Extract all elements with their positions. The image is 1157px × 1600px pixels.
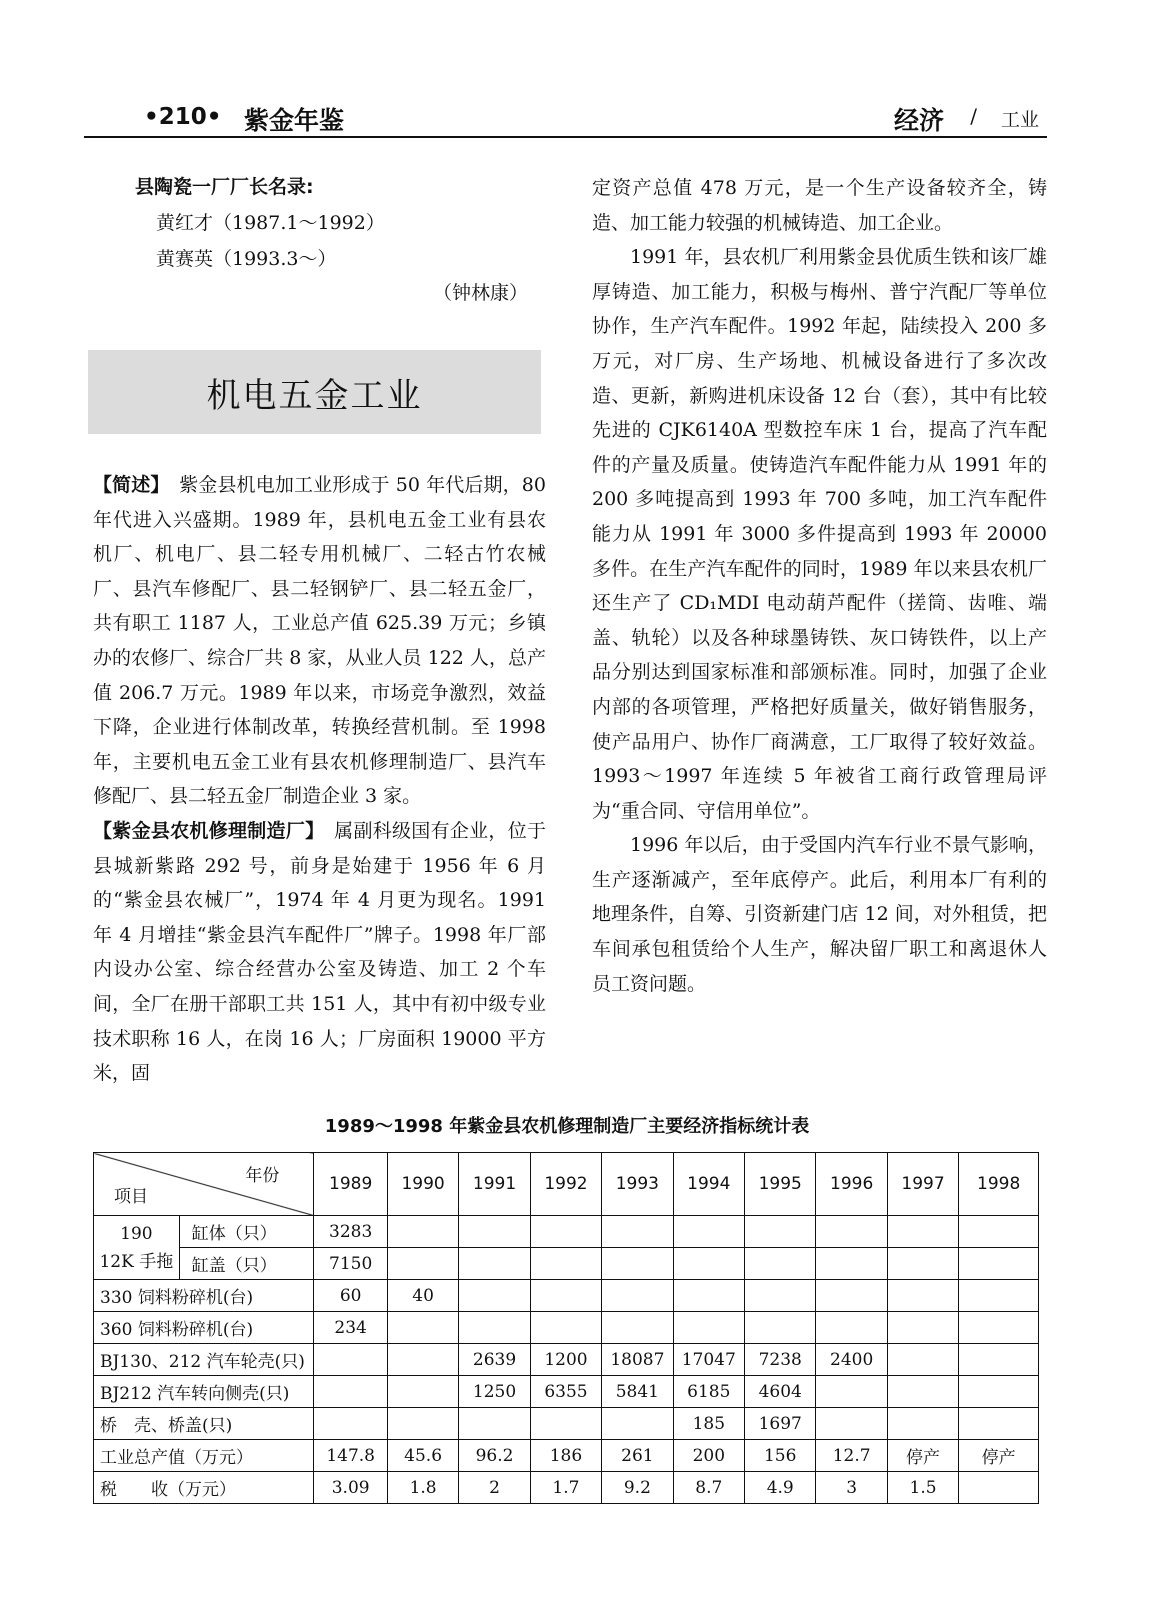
- item-header-label: 项目: [114, 1187, 148, 1207]
- table-cell: 18087: [602, 1344, 673, 1376]
- table-row: [94, 1312, 1039, 1344]
- table-cell: [530, 1312, 601, 1344]
- table-cell: 2: [459, 1472, 530, 1504]
- factory-paragraph: [93, 814, 546, 1091]
- table-cell: [530, 1408, 601, 1440]
- year-header-cell: 1993: [602, 1153, 673, 1216]
- book-title: 紫金年鉴: [244, 106, 345, 135]
- statistics-table: [93, 1152, 1039, 1504]
- header-corner-cell: [94, 1153, 314, 1216]
- year-header-cell: 1998: [959, 1153, 1039, 1216]
- table-cell: [816, 1408, 887, 1440]
- table-cell: [387, 1248, 458, 1280]
- row-group-label: 190 12K 手拖: [94, 1216, 180, 1280]
- table-cell: [459, 1248, 530, 1280]
- paragraph-continued: 定资产总值 478 万元，是一个生产设备较齐全，铸造、加工能力较强的机械铸造、加工企业。: [592, 177, 1047, 234]
- factory-tag: 【紫金县农机修理制造厂】: [93, 819, 315, 842]
- subsection-name: 工业: [1000, 109, 1039, 131]
- table-cell: [887, 1344, 958, 1376]
- table-cell: 45.6: [387, 1440, 458, 1472]
- table-cell: [887, 1376, 958, 1408]
- table-cell: [387, 1216, 458, 1248]
- table-cell: [959, 1376, 1039, 1408]
- table-row: [94, 1472, 1039, 1504]
- table-row: [94, 1408, 1039, 1440]
- table-cell: 234: [314, 1312, 387, 1344]
- right-column: [592, 171, 1047, 1001]
- table-cell: 4604: [745, 1376, 816, 1408]
- table-header-row: [94, 1153, 1039, 1216]
- table-cell: [314, 1344, 387, 1376]
- table-cell: 停产: [959, 1440, 1039, 1472]
- table-cell: 1.5: [887, 1472, 958, 1504]
- table-cell: [887, 1312, 958, 1344]
- table-cell: 1200: [530, 1344, 601, 1376]
- table-cell: 12.7: [816, 1440, 887, 1472]
- table-cell: 3.09: [314, 1472, 387, 1504]
- year-header-label: 年份: [245, 1166, 280, 1186]
- table-cell: [959, 1248, 1039, 1280]
- factory-text: 属副科级国有企业，位于县城新紫路 292 号，前身是始建于 1956 年 6 月的“紫金县农械厂”，1974 年 4 月更为现名。1991 年 4 月增挂“紫金县汽车配件厂”牌子。1998 年厂部内设办公室、综合经营办公室及铸造、加工 2 个车间，全厂在册干部职工共 151 人，其中有初中级专业技术职称 16 人，在岗 16 人；厂房面积 19000 平方米，固: [93, 819, 546, 1085]
- table-cell: [459, 1280, 530, 1312]
- table-cell: 156: [745, 1440, 816, 1472]
- table-row: [94, 1440, 1039, 1472]
- header-separator: /: [970, 104, 977, 128]
- table-cell: [673, 1216, 744, 1248]
- table-cell: 17047: [673, 1344, 744, 1376]
- table-cell: [673, 1312, 744, 1344]
- table-cell: [959, 1312, 1039, 1344]
- author-credit: （钟林康）: [433, 282, 529, 304]
- intro-text: 紫金县机电加工业形成于 50 年代后期，80 年代进入兴盛期。1989 年，县机电五金工业有县农机厂、机电厂、县二轻专用机械厂、二轻古竹农械厂、县汽车修配厂、县二轻钢铲厂、县二轻五金厂，共有职工 1187 人，工业总产值 625.39 万元；乡镇办的农修厂、综合厂共 8 家，从业人员 122 人，总产值 206.7 万元。1989 年以来，市场竞争激烈，效益下降，企业进行体制改革，转换经营机制。至 1998 年，主要机电五金工业有县农机修理制造厂、县汽车修配厂、县二轻五金厂制造企业 3 家。: [93, 474, 546, 808]
- table-cell: 1.7: [530, 1472, 601, 1504]
- table-cell: [959, 1472, 1039, 1504]
- table-cell: [387, 1312, 458, 1344]
- table-cell: [887, 1248, 958, 1280]
- table-cell: [314, 1408, 387, 1440]
- table-cell: [887, 1408, 958, 1440]
- table-cell: 1.8: [387, 1472, 458, 1504]
- table-cell: 2400: [816, 1344, 887, 1376]
- row-label: BJ212 汽车转向侧壳(只): [94, 1376, 314, 1408]
- table-cell: [387, 1344, 458, 1376]
- table-cell: [816, 1248, 887, 1280]
- table-cell: [602, 1216, 673, 1248]
- table-cell: 1250: [459, 1376, 530, 1408]
- table-cell: [959, 1216, 1039, 1248]
- paragraph-1996: 1996 年以后，由于受国内汽车行业不景气影响，生产逐渐减产，至年底停产。此后，利用本厂有利的地理条件，自筹、引资新建门店 12 间，对外租赁，把车间承包租赁给个人生产，解决留厂职工和离退休人员工资问题。: [592, 834, 1047, 995]
- year-header-cell: 1995: [745, 1153, 816, 1216]
- table-cell: [459, 1312, 530, 1344]
- table-body: [94, 1153, 1039, 1504]
- table-cell: [530, 1216, 601, 1248]
- table-cell: [673, 1280, 744, 1312]
- table-cell: 40: [387, 1280, 458, 1312]
- table-cell: 2639: [459, 1344, 530, 1376]
- table-cell: 4.9: [745, 1472, 816, 1504]
- table-cell: [530, 1280, 601, 1312]
- table-cell: [745, 1248, 816, 1280]
- table-cell: [673, 1248, 744, 1280]
- table-cell: [530, 1248, 601, 1280]
- table-cell: [959, 1280, 1039, 1312]
- left-column: [93, 468, 546, 1091]
- year-header-cell: 1997: [887, 1153, 958, 1216]
- directory-entry: 黄赛英（1993.3～）: [156, 248, 337, 270]
- table-cell: [387, 1408, 458, 1440]
- row-label: BJ130、212 汽车轮壳(只): [94, 1344, 314, 1376]
- paragraph-1991: 1991 年，县农机厂利用紫金县优质生铁和该厂雄厚铸造、加工能力，积极与梅州、普宁汽配厂等单位协作，生产汽车配件。1992 年起，陆续投入 200 多万元，对厂房、生产场地、机械设备进行了多次改造、更新，新购进机床设备 12 台（套），其中有比较先进的 CJK6140A 型数控车床 1 台，提高了汽车配件的产量及质量。使铸造汽车配件能力从 1991 年的 200 多吨提高到 1993 年 700 多吨，加工汽车配件能力从 1991 年 3000 多件提高到 1993 年 20000 多件。在生产汽车配件的同时，1989 年以来县农机厂还生产了 CD₁MDI 电动葫芦配件（搓筒、齿唯、端盖、轨轮）以及各种球墨铸铁、灰口铸铁件，以上产品分别达到国家标准和部颁标准。同时，加强了企业内部的各项管理，严格把好质量关，做好销售服务，使产品用户、协作厂商满意，工厂取得了较好效益。1993～1997 年连续 5 年被省工商行政管理局评为“重合同、守信用单位”。: [592, 246, 1047, 822]
- table-cell: [816, 1376, 887, 1408]
- row-label: 360 饲料粉碎机(台): [94, 1312, 314, 1344]
- table-cell: [816, 1216, 887, 1248]
- table-cell: [602, 1248, 673, 1280]
- table-cell: [745, 1216, 816, 1248]
- table-cell: [816, 1312, 887, 1344]
- table-caption: 1989～1998 年紫金县农机修理制造厂主要经济指标统计表: [324, 1116, 810, 1137]
- table-cell: [602, 1312, 673, 1344]
- year-header-cell: 1991: [459, 1153, 530, 1216]
- table-cell: [745, 1312, 816, 1344]
- table-row: [94, 1376, 1039, 1408]
- table-cell: 7150: [314, 1248, 387, 1280]
- year-header-cell: 1990: [387, 1153, 458, 1216]
- table-cell: [314, 1376, 387, 1408]
- table-cell: [459, 1216, 530, 1248]
- table-row: [94, 1248, 1039, 1280]
- year-header-cell: 1996: [816, 1153, 887, 1216]
- year-header-cell: 1992: [530, 1153, 601, 1216]
- table-cell: 9.2: [602, 1472, 673, 1504]
- table-cell: 96.2: [459, 1440, 530, 1472]
- table-cell: 60: [314, 1280, 387, 1312]
- table-cell: 5841: [602, 1376, 673, 1408]
- year-header-cell: 1994: [673, 1153, 744, 1216]
- row-label: 工业总产值（万元）: [94, 1440, 314, 1472]
- directory-heading: 县陶瓷一厂厂长名录:: [135, 176, 314, 198]
- table-cell: [959, 1344, 1039, 1376]
- row-label: 桥 壳、桥盖(只): [94, 1408, 314, 1440]
- table-cell: 147.8: [314, 1440, 387, 1472]
- year-header-cell: 1989: [314, 1153, 387, 1216]
- row-label: 税 收（万元）: [94, 1472, 314, 1504]
- row-label: 缸盖（只）: [179, 1248, 314, 1280]
- row-label: 缸体（只）: [179, 1216, 314, 1248]
- table-cell: 7238: [745, 1344, 816, 1376]
- page-header: [84, 92, 1047, 138]
- table-cell: [745, 1280, 816, 1312]
- intro-paragraph: [93, 468, 546, 814]
- table-cell: 186: [530, 1440, 601, 1472]
- table-cell: 3: [816, 1472, 887, 1504]
- table-row: [94, 1216, 1039, 1248]
- table-cell: [887, 1280, 958, 1312]
- table-cell: 3283: [314, 1216, 387, 1248]
- section-title-box: [88, 350, 541, 434]
- table-cell: [387, 1376, 458, 1408]
- table-row: [94, 1280, 1039, 1312]
- row-label: 330 饲料粉碎机(台): [94, 1280, 314, 1312]
- table-cell: 6185: [673, 1376, 744, 1408]
- table-cell: [602, 1280, 673, 1312]
- table-cell: [602, 1408, 673, 1440]
- table-cell: 6355: [530, 1376, 601, 1408]
- table-cell: [459, 1408, 530, 1440]
- table-cell: 261: [602, 1440, 673, 1472]
- table-cell: 8.7: [673, 1472, 744, 1504]
- table-cell: 停产: [887, 1440, 958, 1472]
- table-cell: 200: [673, 1440, 744, 1472]
- table-cell: 185: [673, 1408, 744, 1440]
- section-name: 经济: [893, 106, 944, 135]
- intro-tag: 【简述】: [93, 474, 161, 496]
- section-title: 机电五金工业: [206, 375, 423, 416]
- directory-entry: 黄红才（1987.1～1992）: [156, 212, 385, 234]
- page-number: •210•: [144, 104, 222, 130]
- table-cell: [816, 1280, 887, 1312]
- table-cell: [959, 1408, 1039, 1440]
- table-cell: 1697: [745, 1408, 816, 1440]
- table-row: [94, 1344, 1039, 1376]
- table-cell: [887, 1216, 958, 1248]
